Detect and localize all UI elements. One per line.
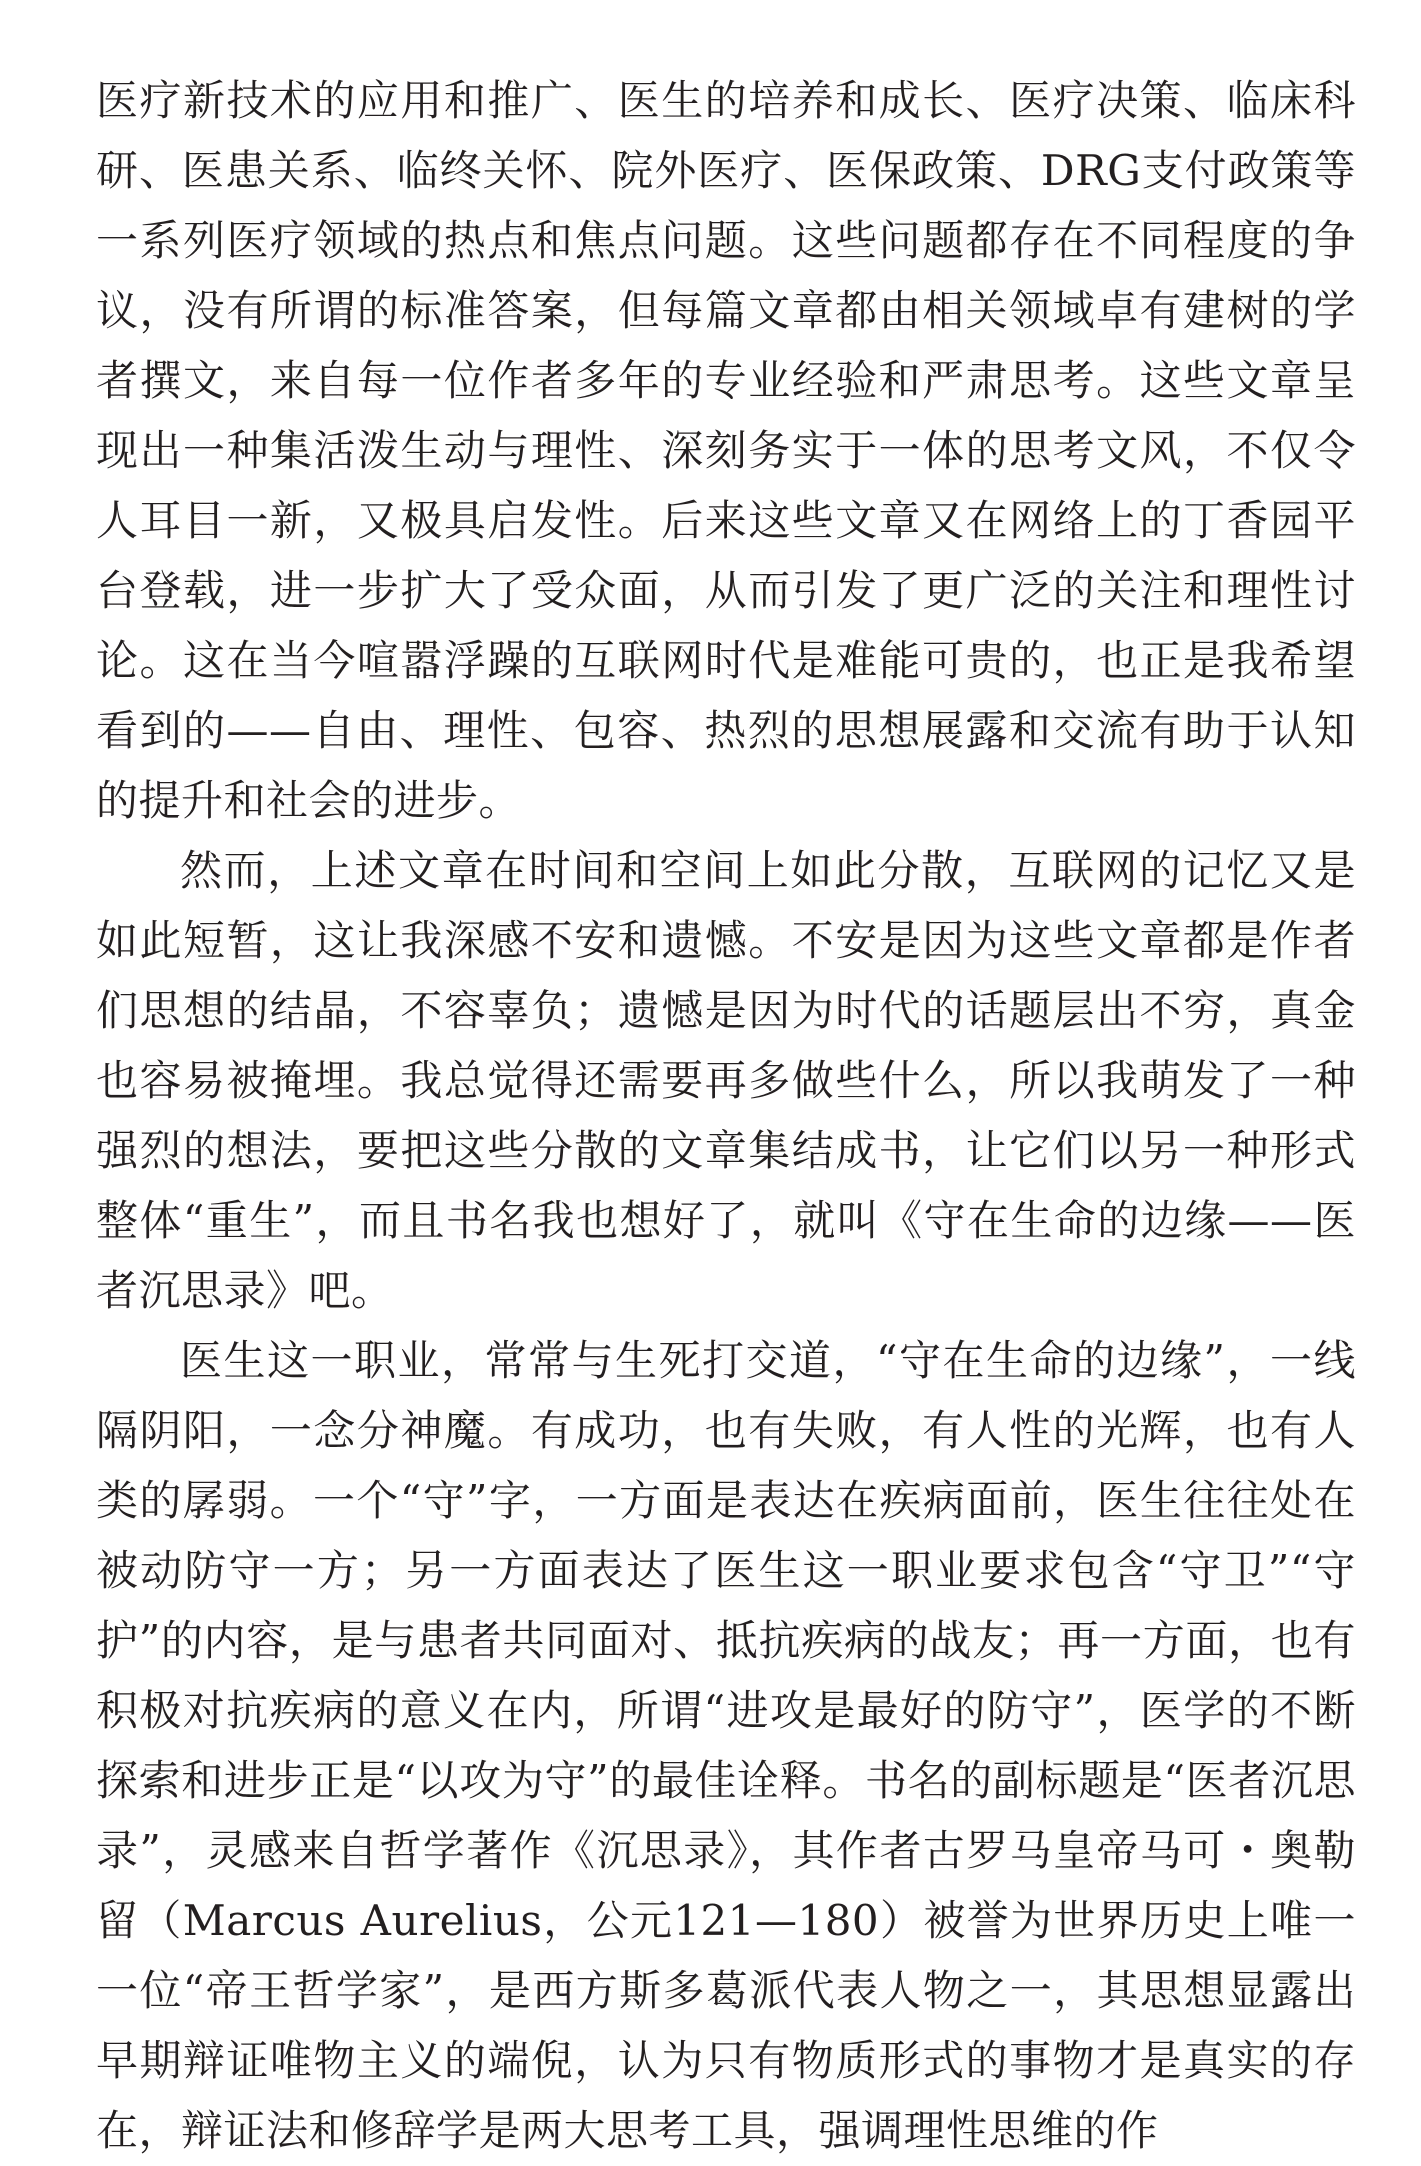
paragraph: 然而，上述文章在时间和空间上如此分散，互联网的记忆又是如此短暂，这让我深感不安和遗憾。不安是因为这些文章都是作者们思想的结晶，不容辜负；遗憾是因为时代的话题层出不穷，真金也容易被掩埋。我总觉得还需要再多做些什么，所以我萌发了一种强烈的想法，要把这些分散的文章集结成书，让它们以另一种形式整体“重生”，而且书名我也想好了，就叫《守在生命的边缘——医者沉思录》吧。 [96, 846, 1356, 1315]
paragraph-continued: 医疗新技术的应用和推广、医生的培养和成长、医疗决策、临床科研、医患关系、临终关怀、院外医疗、医保政策、DRG支付政策等一系列医疗领域的热点和焦点问题。这些问题都存在不同程度的争议，没有所谓的标准答案，但每篇文章都由相关领域卓有建树的学者撰文，来自每一位作者多年的专业经验和严肃思考。这些文章呈现出一种集活泼生动与理性、深刻务实于一体的思考文风，不仅令人耳目一新，又极具启发性。后来这些文章又在网络上的丁香园平台登载，进一步扩大了受众面，从而引发了更广泛的关注和理性讨论。这在当今喧嚣浮躁的互联网时代是难能可贵的，也正是我希望看到的——自由、理性、包容、热烈的思想展露和交流有助于认知的提升和社会的进步。 [96, 76, 1356, 825]
paragraph: 医生这一职业，常常与生死打交道，“守在生命的边缘”，一线隔阴阳，一念分神魔。有成功，也有失败，有人性的光辉，也有人类的孱弱。一个“守”字，一方面是表达在疾病面前，医生往往处在被动防守一方；另一方面表达了医生这一职业要求包含“守卫”“守护”的内容，是与患者共同面对、抵抗疾病的战友；再一方面，也有积极对抗疾病的意义在内，所谓“进攻是最好的防守”，医学的不断探索和进步正是“以攻为守”的最佳诠释。书名的副标题是“医者沉思录”，灵感来自哲学著作《沉思录》，其作者古罗马皇帝马可・奥勒留（Marcus Aurelius，公元121—180）被誉为世界历史上唯一一位“帝王哲学家”，是西方斯多葛派代表人物之一，其思想显露出早期辩证唯物主义的端倪，认为只有物质形式的事物才是真实的存在，辩证法和修辞学是两大思考工具，强调理性思维的作 [96, 1336, 1356, 2155]
body-text [96, 66, 1356, 2166]
